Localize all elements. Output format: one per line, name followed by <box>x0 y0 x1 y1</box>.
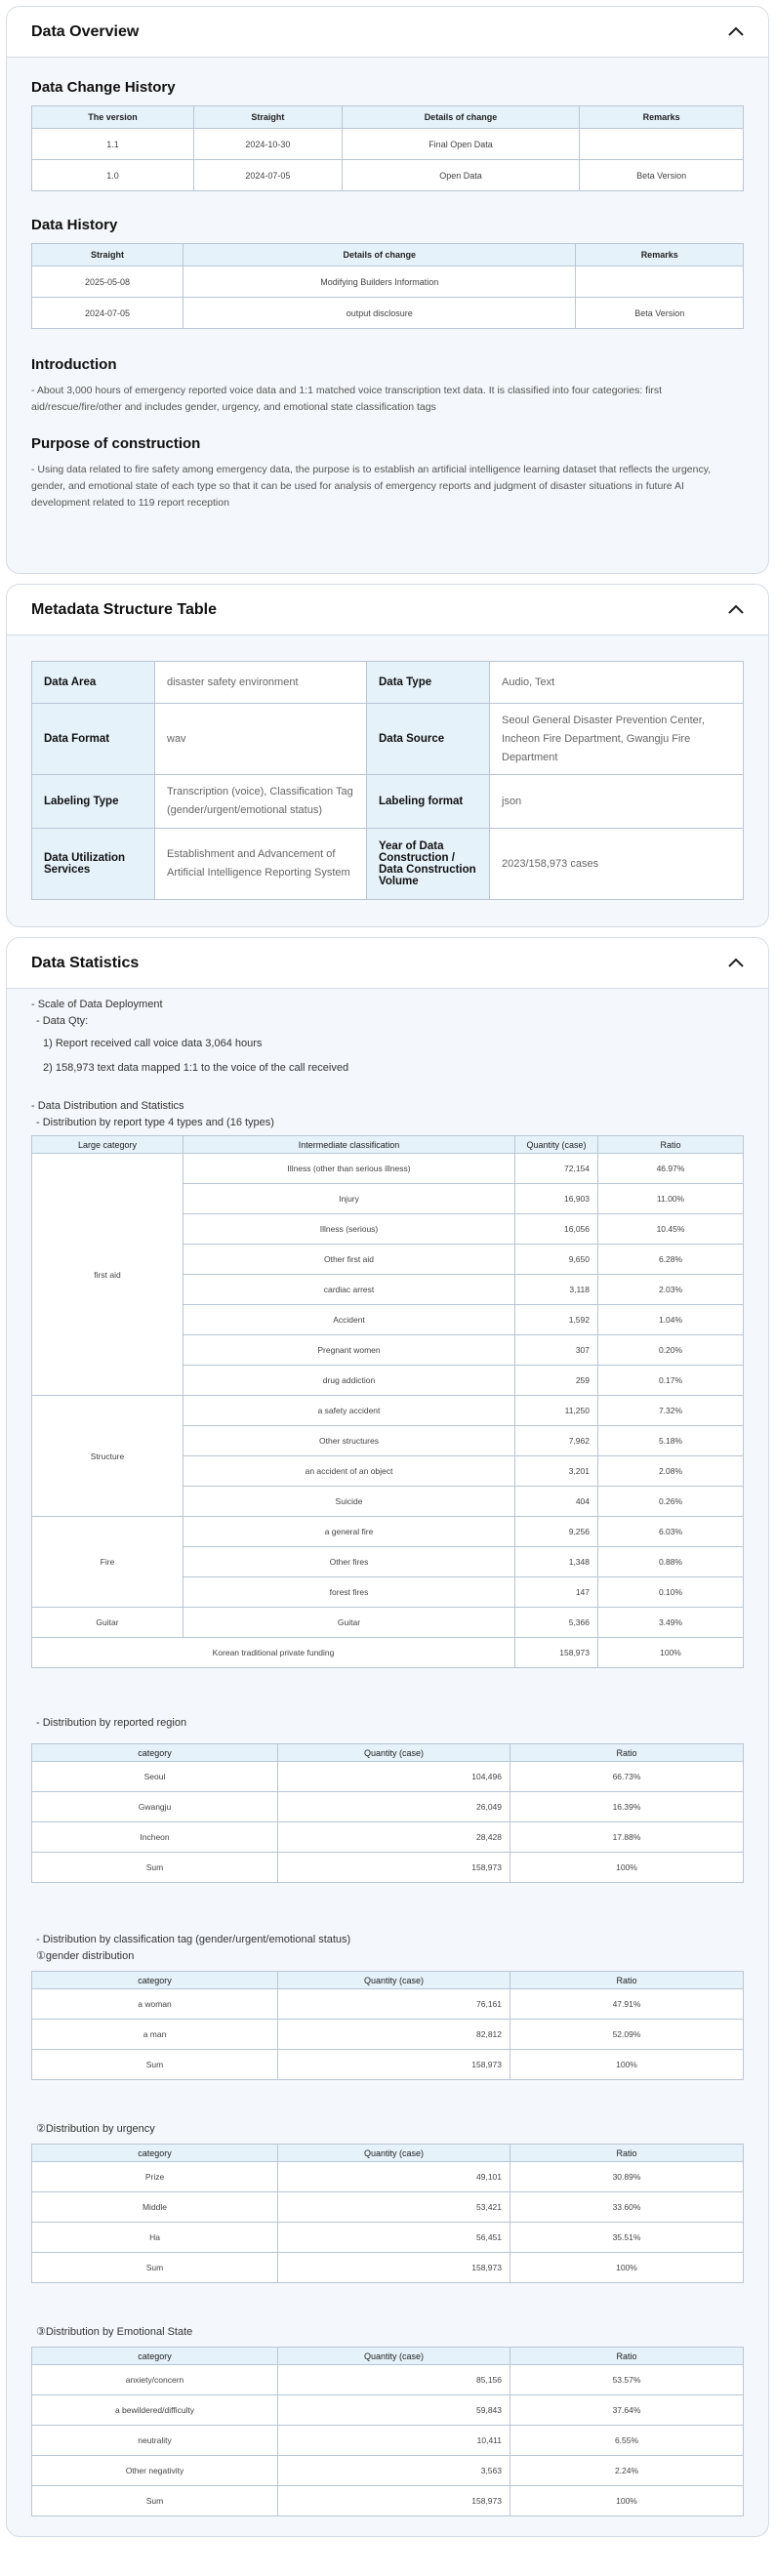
qty-label: - Data Qty: <box>36 1015 89 1027</box>
table-cell: Pregnant women <box>184 1335 515 1366</box>
metadata-panel <box>6 584 769 927</box>
table-cell: output disclosure <box>184 298 576 329</box>
change-history-table <box>31 105 744 191</box>
table-row <box>32 1792 744 1822</box>
chevron-up-icon[interactable] <box>725 599 747 621</box>
table-cell: Modifying Builders Information <box>184 266 576 298</box>
table-cell: forest fires <box>184 1577 515 1608</box>
table-cell: 5.18% <box>598 1426 744 1456</box>
urgency-label: ②Distribution by urgency <box>36 2123 155 2135</box>
table-row <box>32 704 744 775</box>
table-cell: Prize <box>32 2162 278 2192</box>
table-row <box>32 2365 744 2395</box>
table-header: category <box>32 2145 278 2162</box>
meta-value: 2023/158,973 cases <box>490 829 744 900</box>
table-cell: Other first aid <box>184 1245 515 1275</box>
table-cell: a safety accident <box>184 1396 515 1426</box>
tag-label: - Distribution by classification tag (gender/urgent/emotional status) <box>36 1934 351 1945</box>
table-row-total <box>32 1638 744 1668</box>
table-header: Straight <box>194 106 343 129</box>
table-cell: Other fires <box>184 1547 515 1577</box>
table-cell: anxiety/concern <box>32 2365 278 2395</box>
purpose-heading: Purpose of construction <box>31 435 201 452</box>
table-row <box>32 2162 744 2192</box>
large-category-cell: first aid <box>32 1154 184 1396</box>
type-label: - Distribution by report type 4 types and (16 types) <box>36 1117 274 1128</box>
table-header: Quantity (case) <box>278 2145 510 2162</box>
table-cell: 6.28% <box>598 1245 744 1275</box>
meta-value: Transcription (voice), Classification Tag (gender/urgent/emotional status) <box>155 775 367 829</box>
table-row <box>32 2223 744 2253</box>
table-row <box>32 160 744 191</box>
table-row <box>32 1154 744 1184</box>
qty-item: 2) 158,973 text data mapped 1:1 to the voice of the call received <box>43 1062 349 1074</box>
table-cell: 158,973 <box>278 2050 510 2080</box>
table-header: Details of change <box>342 106 579 129</box>
meta-key: Data Type <box>367 662 490 704</box>
table-cell: 100% <box>598 1638 744 1668</box>
table-cell: 85,156 <box>278 2365 510 2395</box>
table-row <box>32 1989 744 2020</box>
table-row <box>32 1608 744 1638</box>
large-category-cell: Guitar <box>32 1608 184 1638</box>
table-cell: a man <box>32 2020 278 2050</box>
table-cell: 158,973 <box>278 2486 510 2516</box>
table-row <box>32 298 744 329</box>
table-cell: Illness (other than serious illness) <box>184 1154 515 1184</box>
panel-title: Data Statistics <box>31 954 140 971</box>
table-cell: a general fire <box>184 1517 515 1547</box>
meta-value: Establishment and Advancement of Artificial Intelligence Reporting System <box>155 829 367 900</box>
table-cell: 104,496 <box>278 1762 510 1792</box>
table-row <box>32 1762 744 1792</box>
meta-key: Labeling format <box>367 775 490 829</box>
meta-key: Labeling Type <box>32 775 155 829</box>
table-cell: 16,903 <box>515 1184 598 1214</box>
meta-value: disaster safety environment <box>155 662 367 704</box>
table-cell: Guitar <box>184 1608 515 1638</box>
region-table <box>31 1743 744 1883</box>
table-row <box>32 1517 744 1547</box>
introduction-heading: Introduction <box>31 356 117 373</box>
large-category-cell: Structure <box>32 1396 184 1517</box>
table-cell: 11.00% <box>598 1184 744 1214</box>
table-cell: drug addiction <box>184 1366 515 1396</box>
distribution-label: - Data Distribution and Statistics <box>31 1100 184 1112</box>
table-header: Intermediate classification <box>184 1136 515 1154</box>
table-cell: 0.20% <box>598 1335 744 1366</box>
table-cell: 6.03% <box>598 1517 744 1547</box>
table-cell: 0.17% <box>598 1366 744 1396</box>
table-row <box>32 662 744 704</box>
table-row <box>32 266 744 298</box>
table-cell: Seoul <box>32 1762 278 1792</box>
purpose-text: - Using data related to fire safety among emergency data, the purpose is to establish an artificial intelligence learning dataset that reflects the urgency, gender, and emotional state of each type so that it can be used for analysis of emergency reports and judgment of disaster situations in future AI development related to 119 report reception <box>31 464 712 509</box>
table-cell <box>580 129 744 160</box>
meta-value: Seoul General Disaster Prevention Center, Incheon Fire Department, Gwangju Fire Department <box>490 704 744 775</box>
table-cell: Final Open Data <box>342 129 579 160</box>
table-cell: 1,592 <box>515 1305 598 1335</box>
panel-title: Data Overview <box>31 22 140 40</box>
table-cell: a woman <box>32 1989 278 2020</box>
table-cell: Other structures <box>184 1426 515 1456</box>
table-cell: 76,161 <box>278 1989 510 2020</box>
table-cell: 0.10% <box>598 1577 744 1608</box>
table-cell: 72,154 <box>515 1154 598 1184</box>
table-cell: 404 <box>515 1487 598 1517</box>
gender-label: ①gender distribution <box>36 1950 135 1962</box>
table-cell: neutrality <box>32 2426 278 2456</box>
table-header: Ratio <box>510 2145 744 2162</box>
table-cell: 46.97% <box>598 1154 744 1184</box>
table-row <box>32 1822 744 1853</box>
table-cell: 1,348 <box>515 1547 598 1577</box>
table-cell: 56,451 <box>278 2223 510 2253</box>
table-cell: 2.08% <box>598 1456 744 1487</box>
table-cell: 158,973 <box>515 1638 598 1668</box>
table-row <box>32 2395 744 2426</box>
table-cell: 5,366 <box>515 1608 598 1638</box>
table-cell: Sum <box>32 2050 278 2080</box>
emotion-label: ③Distribution by Emotional State <box>36 2326 193 2338</box>
table-cell: 2024-10-30 <box>194 129 343 160</box>
table-cell: 3.49% <box>598 1608 744 1638</box>
table-cell: 0.26% <box>598 1487 744 1517</box>
table-row <box>32 2050 744 2080</box>
table-header: category <box>32 1972 278 1989</box>
urgency-table <box>31 2144 744 2283</box>
table-cell: Gwangju <box>32 1792 278 1822</box>
table-cell: 2025-05-08 <box>32 266 184 298</box>
table-cell: Korean traditional private funding <box>32 1638 515 1668</box>
table-cell: 52.09% <box>510 2020 744 2050</box>
meta-value: json <box>490 775 744 829</box>
table-header: The version <box>32 106 194 129</box>
table-cell: 1.04% <box>598 1305 744 1335</box>
table-row <box>32 2253 744 2283</box>
table-cell: 100% <box>510 1853 744 1883</box>
table-cell: 10.45% <box>598 1214 744 1245</box>
table-cell: 66.73% <box>510 1762 744 1792</box>
table-header: Quantity (case) <box>278 2348 510 2365</box>
table-cell: Beta Version <box>580 160 744 191</box>
table-cell: 100% <box>510 2486 744 2516</box>
region-label: - Distribution by reported region <box>36 1717 187 1729</box>
table-cell: 16.39% <box>510 1792 744 1822</box>
table-cell: 47.91% <box>510 1989 744 2020</box>
meta-key: Data Format <box>32 704 155 775</box>
table-header: category <box>32 1744 278 1762</box>
history-heading: Data History <box>31 217 118 233</box>
table-cell: 37.64% <box>510 2395 744 2426</box>
table-cell: 100% <box>510 2050 744 2080</box>
table-cell: 3,201 <box>515 1456 598 1487</box>
meta-value: wav <box>155 704 367 775</box>
table-cell: 33.60% <box>510 2192 744 2223</box>
table-header: Ratio <box>510 2348 744 2365</box>
report-type-table <box>31 1135 744 1668</box>
table-cell: Illness (serious) <box>184 1214 515 1245</box>
table-row <box>32 2020 744 2050</box>
panel-title: Metadata Structure Table <box>31 600 217 618</box>
meta-value: Audio, Text <box>490 662 744 704</box>
table-cell: 11,250 <box>515 1396 598 1426</box>
table-row <box>32 2192 744 2223</box>
table-header: Straight <box>32 244 184 266</box>
change-history-heading: Data Change History <box>31 79 176 96</box>
data-overview-header[interactable] <box>7 7 768 58</box>
table-header: Details of change <box>184 244 576 266</box>
table-row <box>32 2426 744 2456</box>
table-cell: 158,973 <box>278 2253 510 2283</box>
table-row <box>32 129 744 160</box>
table-header: Remarks <box>576 244 744 266</box>
table-cell: 3,118 <box>515 1275 598 1305</box>
table-cell: Suicide <box>184 1487 515 1517</box>
table-cell: 9,650 <box>515 1245 598 1275</box>
meta-key: Data Area <box>32 662 155 704</box>
table-cell: 2.24% <box>510 2456 744 2486</box>
table-cell: 26,049 <box>278 1792 510 1822</box>
table-cell: 9,256 <box>515 1517 598 1547</box>
table-cell: a bewildered/difficulty <box>32 2395 278 2426</box>
chevron-up-icon[interactable] <box>725 21 747 43</box>
table-cell: 307 <box>515 1335 598 1366</box>
table-cell: 53.57% <box>510 2365 744 2395</box>
table-cell: 53,421 <box>278 2192 510 2223</box>
table-row <box>32 1396 744 1426</box>
table-cell: 82,812 <box>278 2020 510 2050</box>
table-cell <box>576 266 744 298</box>
data-statistics-panel <box>6 937 769 2537</box>
table-cell: 28,428 <box>278 1822 510 1853</box>
table-cell: an accident of an object <box>184 1456 515 1487</box>
table-header: Remarks <box>580 106 744 129</box>
table-header: Quantity (case) <box>278 1972 510 1989</box>
table-cell: 100% <box>510 2253 744 2283</box>
table-row <box>32 1853 744 1883</box>
table-cell: 158,973 <box>278 1853 510 1883</box>
table-cell: 2024-07-05 <box>194 160 343 191</box>
table-cell: Injury <box>184 1184 515 1214</box>
table-cell: 147 <box>515 1577 598 1608</box>
table-cell: Sum <box>32 2253 278 2283</box>
table-header: category <box>32 2348 278 2365</box>
history-table <box>31 243 744 329</box>
table-cell: Ha <box>32 2223 278 2253</box>
table-cell: Open Data <box>342 160 579 191</box>
meta-key: Data Source <box>367 704 490 775</box>
table-cell: 59,843 <box>278 2395 510 2426</box>
table-cell: 49,101 <box>278 2162 510 2192</box>
table-row <box>32 2456 744 2486</box>
metadata-table <box>31 661 744 900</box>
meta-key: Year of Data Construction / Data Construction Volume <box>367 829 490 900</box>
table-cell: 30.89% <box>510 2162 744 2192</box>
table-cell: 0.88% <box>598 1547 744 1577</box>
table-cell: 2024-07-05 <box>32 298 184 329</box>
chevron-up-icon[interactable] <box>725 953 747 974</box>
table-header: Large category <box>32 1136 184 1154</box>
table-row <box>32 829 744 900</box>
table-cell: Middle <box>32 2192 278 2223</box>
table-cell: 7.32% <box>598 1396 744 1426</box>
table-header: Ratio <box>510 1972 744 1989</box>
table-cell: cardiac arrest <box>184 1275 515 1305</box>
emotion-table <box>31 2347 744 2516</box>
table-row <box>32 775 744 829</box>
table-row <box>32 2486 744 2516</box>
scale-label: - Scale of Data Deployment <box>31 999 163 1010</box>
table-cell: 35.51% <box>510 2223 744 2253</box>
table-cell: Incheon <box>32 1822 278 1853</box>
table-cell: 6.55% <box>510 2426 744 2456</box>
table-cell: Other negativity <box>32 2456 278 2486</box>
table-cell: 2.03% <box>598 1275 744 1305</box>
table-cell: Beta Version <box>576 298 744 329</box>
metadata-header[interactable] <box>7 585 768 635</box>
data-statistics-header[interactable] <box>7 938 768 989</box>
table-cell: 1.1 <box>32 129 194 160</box>
table-cell: Sum <box>32 1853 278 1883</box>
table-cell: Accident <box>184 1305 515 1335</box>
table-cell: 16,056 <box>515 1214 598 1245</box>
table-cell: 259 <box>515 1366 598 1396</box>
table-cell: 1.0 <box>32 160 194 191</box>
table-cell: 10,411 <box>278 2426 510 2456</box>
gender-table <box>31 1971 744 2080</box>
table-header: Ratio <box>598 1136 744 1154</box>
introduction-text: - About 3,000 hours of emergency reported voice data and 1:1 matched voice transcription text data. It is classified into four categories: first aid/rescue/fire/other and includes gender, urgency, and emotional state classification tags <box>31 385 663 413</box>
data-overview-panel <box>6 6 769 574</box>
table-header: Ratio <box>510 1744 744 1762</box>
table-cell: Sum <box>32 2486 278 2516</box>
table-header: Quantity (case) <box>278 1744 510 1762</box>
table-cell: 3,563 <box>278 2456 510 2486</box>
table-header: Quantity (case) <box>515 1136 598 1154</box>
table-cell: 17.88% <box>510 1822 744 1853</box>
meta-key: Data Utilization Services <box>32 829 155 900</box>
table-cell: 7,962 <box>515 1426 598 1456</box>
large-category-cell: Fire <box>32 1517 184 1608</box>
qty-item: 1) Report received call voice data 3,064 hours <box>43 1038 263 1049</box>
